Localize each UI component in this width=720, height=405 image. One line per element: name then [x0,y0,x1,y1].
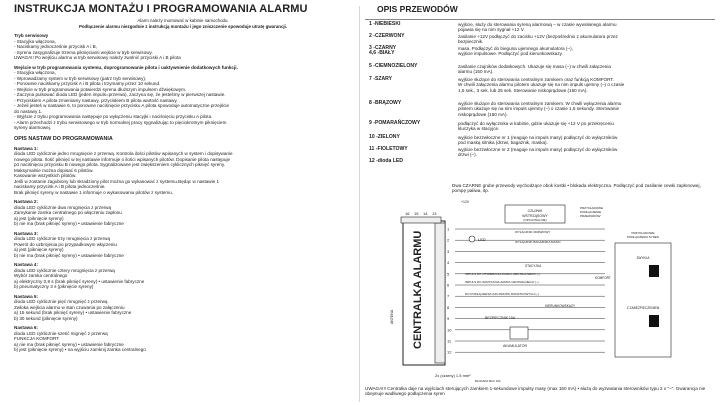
ignition-label: STACYJKA [525,264,542,268]
siren-title: PRZYKŁADOWE [631,231,655,235]
wire-description-line: W chwili załączenia alarmu pilotem ukazuje się na nim impuls ujemny (–) o czasie [458,82,625,88]
service-lines-line: UWAGA!! Po wejściu alarmu w tryb serwisowy należy zwolnić przyciski A i B pilota [14,55,181,61]
n5-lines-line: dioda LED cyklicznie pięć mrugnięć z przerwą [14,299,108,305]
service-lines-line: - Naciskamy jednocześnie przycisk A i B, [14,44,97,50]
wire-description-line: wyjście służące do sterowania centralnym zamkiem oraz funkcją KOMFORT. [458,77,614,82]
connection-example-label: PRZYKŁADOWE [580,206,604,210]
pilot-lines-line: - Alarm przechodzi z trybu serwisowego w tryb normalnej pracy sygnalizując to pięciokrotnym piknięciem [14,119,227,125]
siren-title-2: PODŁĄCZENIA SYREN [626,235,660,239]
right-pin-number: 7 [447,293,450,299]
setting-6-lines [14,331,352,353]
n2-lines-line: dioda LED cyklicznie dwa mrugnięcia z przerwą [14,204,112,210]
right-pin-number: 3 [447,248,450,254]
right-pin-number: 2 [447,237,450,243]
wire-row [365,101,715,117]
wire-description [458,135,715,146]
service-mode-section [14,33,352,61]
wire-description-line: wyjście bezzwłoczne nr 1 (reaguje na impuls masy) podłączyć do wyłączników [458,135,618,140]
n2-lines-line: a) jest (piknięcie syreny) [14,215,64,221]
service-lines-line: - Stacyjka włączona, [14,38,56,44]
setting-1-title: Nastawa 1: [14,145,39,151]
wire-description-line: masa. Podłączyć do bieguna ujemnego akumulatora (–), [458,46,573,51]
wire-lines [455,229,605,352]
shock-sensor-label-3: (OPCJONALNIE) [523,218,547,222]
wire-description-line: bezpiecznik. [458,39,484,45]
wire-description-line: zasilanie czujników dodatkowych. Ukazuje się masa (–) w chwili załączenia [458,64,611,69]
n2-lines-line: b) nie ma (brak piknięć syreny) • ustawienie fabryczne [14,221,124,227]
siren-plain-icon [649,265,659,277]
battery-label: AKUMULATOR [503,344,527,348]
n1-lines-line: Maksymalnie można dopisać 6 pilotów. [14,167,94,173]
n3-lines-line: a) jest (piknięcie syreny) [14,247,64,253]
setting-4-title: Nastawa 4: [14,262,39,268]
n3-lines-line: dioda LED cyklicznie trzy mrugnięcia z przerwą [14,236,110,242]
n1-lines-line: nowego pilota. Ilość piknięć w tej nastawie informuje o ilości wpisanych pilotów. Dopisanie pilota następuje [14,156,231,162]
setting-2 [14,199,352,227]
wire-description-line: pojawia się na nim sygnał +12 V. [458,27,525,33]
setting-5-lines [14,299,352,321]
wire-description [458,77,715,93]
n3-lines-line: Powrót do uzbrojenia po przypadkowym włączeniu [14,241,117,247]
wire-description [458,46,715,57]
wire-description-line: pilotem ukazuje się na nim impuls ujemny (–) o czasie 1,5 sekundy. Sterowanie [458,106,620,112]
wire-label: 2 -CZERWONY [369,33,405,39]
n1-lines-line: Kasowanie wszystkich pilotów. [14,173,77,179]
n1-lines-line: dioda LED cyklicznie jedno mrugnięcie z przerwą. Kontrola ilości pilotów wpisanych w system i dopisywanie [14,151,233,157]
n1-lines-line: Jeśli w zostanie zagubiony lub skradziony pilot można go wykasować z systemu.Będąc w nastawie 1 [14,178,220,184]
connection-example-label-2: PODŁĄCZENIE [580,210,602,214]
setting-1-lines [14,151,352,195]
boot-switch-label: WYŁĄCZNIK BAGAŻNIKA MASKI [515,240,561,244]
shock-sensor-label-2: WSTRZĄSOWY [522,214,548,218]
wire-label: 11 -FIOLETOWY [369,146,408,152]
wire-description-line: pod maską silnika (drzwi, bagażnik, maska). [458,140,548,146]
pilot-lines-line: - Wejście w tryb programowania potwierdzi syrena dłuższym impulsem dźwiękowym. [14,86,187,92]
pilot-lines-line: - Wprowadzamy system w tryb serwisowy (patrz tryb serwisowy), [14,75,147,81]
wire-description [458,34,715,45]
control-unit-label: CENTRALKA ALARMU [412,230,424,349]
wire-description [458,64,715,75]
wire-row [365,77,715,93]
wire-description [458,121,715,132]
wire-description-line: podłączyć do wyłącznika w kabinie, gdzie ukazuje się +12 V po przekręceniu [458,121,614,126]
warning-footer: UWAGA!!! Centralka daje na wyjściach sterujących zamkiem 1-sekundowe impulsy masy (max 150 mA) • służą do wyzwalania sterowników typu 2 x "–". Gwarancja nie obejmuje wadliwego podłączenia syren [365,386,706,397]
setting-3 [14,231,352,259]
setting-2-title: Nastawa 2: [14,199,39,205]
wire-label: 1 -NIEBIESKI [369,21,401,27]
wire-row [365,46,715,57]
wire-label: 12 -dioda LED [369,158,403,164]
top-pin-number: 15 [414,211,419,216]
setting-4 [14,262,352,290]
n4-lines-line: b) pneumatyczny 3 s (piknięcie syreny) [14,284,94,290]
n5-lines-line: Zwłoka wejścia alarmu w stan czuwania po załączeniu [14,304,125,310]
wire-description [458,22,715,33]
left-column [14,3,352,353]
shock-sensor-label: CZUJNIK [527,209,543,213]
pilot-lines-line: - Przyciskiem A pilota zmieniamy nastawy, przyciskiem B pilota wartość nastawy. [14,97,178,103]
pilot-lines-line: syreny alarmowej. [14,125,52,131]
pilot-section-lines [14,70,352,131]
n5-lines-line: b) 30 sekund (piknięcie syreny) [14,315,78,321]
setting-6 [14,325,352,353]
service-lines-line: - Syrena zasygnalizuje trzema piknięciami wejście w tryb serwisowy. [14,49,153,55]
connector-block [435,223,445,363]
intro-line-1: Alarm należy montować w kabinie samochodu. [137,18,229,23]
wire-row [365,135,715,146]
programming-title: OPIS NASTAW DO PROGRAMOWANIA [14,135,113,142]
wire-row [365,22,715,33]
right-pin-number: 5 [447,271,450,277]
pilot-lines-line: - Ponownie naciskamy przycisk A i B pilota i trzymamy przez 10 sekund. [14,81,161,87]
pilot-section-title: Wejście w tryb programowania systemu, doprogramowanie pilota i uaktywnienie dodatkowych funkcji. [14,64,238,70]
indicators-label: KIERUNKOWSKAZY [545,304,576,308]
immobilizer-label: BLOKADA MAX 10A [475,379,501,383]
n4-lines-line: Wybór zamka centralnego [14,273,68,279]
led-label: LED [478,237,486,242]
right-pin-number: 11 [447,338,452,344]
battery-icon [510,327,528,339]
pilot-lines-line: - Wyjście z trybu programowania następuje po wyłączeniu stacyjki i naciśnięciu przycisku A pilota. [14,114,213,120]
wire-label: 5 -CIEMNOZIELONY [369,63,418,69]
top-pin-number: 14 [423,211,428,216]
connector-top [401,217,441,223]
wire-description-line: wyjście, służy do sterowania syreną alarmową – w czasie wywołanego alarmu [458,22,617,27]
pilot-lines-line: - Stacyjka włączona, [14,70,56,76]
wire-description-line: wyjście bezzwłoczne nr 2 (reaguje na impuls masy) podłączyć do wyłączników [458,147,618,152]
service-mode-title: Tryb serwisowy [14,33,49,39]
wire-description-line: wyjście służące do sterowania centralnym zamkiem. W chwili wyłączenia alarmu [458,101,622,106]
top-pin-number: 16 [405,211,410,216]
black-wires-label: 2x (czarny) 1,5 mm² [435,373,471,378]
pilot-section [14,65,352,131]
intro [14,18,352,29]
wiring-diagram [375,199,715,385]
wire-description-line: zasilanie +12V podłączyć do zacisku +12V (bezpośrednio z akumulatora przez [458,34,618,39]
right-pin-number: 1 [447,226,450,232]
wires-title-rule [365,19,715,20]
n4-lines-line: a) elektryczny 0,8 s (brak piknięć syreny) • ustawienie fabryczne [14,278,145,284]
lock-impulse-label: IMPULS DO ZAMYKANIA ZAMKA CENTRALNEGO (–) [465,280,539,284]
setting-3-lines [14,236,352,258]
n3-lines-line: b) nie ma (brak piknięć syreny) • ustawienie fabryczne [14,252,124,258]
wire-label: 9 -POMARAŃCZOWY [369,120,421,126]
fuse-label: BEZPIECZNIK 15A [485,316,516,320]
black-wires-note: Dwa CZARNE grube przewody wychodzące obok kostki • blokada elektryczna. Podłączyć pod zasilanie cewki zapłonowej, pompę paliwa, itp. [452,183,701,194]
right-pin-number: 6 [447,282,450,288]
right-pin-number: 9 [447,316,450,322]
pilot-lines-line: - Zaczyna pulsować dioda LED (jeden impuls=przerwa), zaczyna się, że jesteśmy w pierwszej nastawie. [14,92,226,98]
right-pin-labels [447,227,452,355]
pilot-lines-line: - Jeżeli jesteś w nastawie 6, to ponowne naciśnięcie przycisku A pilota spowoduje automatyczne przejście [14,103,229,109]
wire-description-line: 1,5 sek., 3 sek. lub 25 sek. Sterowanie niskoprądowe (150 mA). [458,87,588,93]
door-switch-label: WYŁĄCZNIK DRZWIOWY [515,230,551,234]
n1-lines-line: Brak piknięć syreny w nastawie 1 informuje o wykasowaniu pilotów z systemu. [14,189,174,195]
wire-row [365,64,715,75]
pilot-lines-line: do nastawy 1. [14,108,43,114]
n6-lines-line: b) jest (piknięcie syreny) • na wyjściu zamknij zamka centralnego [14,347,146,353]
siren-secured-icon [649,315,659,327]
right-pin-number: 4 [447,260,450,266]
page-title: INSTRUKCJA MONTAŻU I PROGRAMOWANIA ALARMU [14,3,308,15]
right-column [365,4,715,397]
antenna-label: ANTENA [390,309,394,324]
setting-2-lines [14,205,352,227]
wire-description [458,147,715,158]
siren-secured-label: Z ZABEZPIECZENIEM [626,306,660,310]
siren-plain-label: ZWYKŁA [636,256,650,260]
setting-1 [14,146,352,196]
wire-description-line: alarmu (150 mA). [458,69,494,75]
wires-title: OPIS PRZEWODÓW [377,4,458,14]
setting-5-title: Nastawa 5: [14,293,39,299]
led-icon [469,236,475,242]
wire-description-line: kluczyka w stacyjce. [458,126,500,132]
wire-description-line: drzwi (–). [458,152,477,158]
connection-example-label-3: PRZEWODÓW [580,214,601,218]
setting-4-lines [14,268,352,290]
wire-description [458,101,715,117]
n6-lines-line: FUNKCJA KOMFORT [14,336,60,342]
wire-row [365,34,715,45]
service-mode-lines [14,39,352,61]
top-pin-number: 13 [432,211,437,216]
setting-3-title: Nastawa 3: [14,230,39,236]
wire-row [365,147,715,158]
wire-label: 7 -SZARY [369,76,393,82]
setting-6-title: Nastawa 6: [14,325,39,331]
wire-label: 10 -ZIELONY [369,134,400,140]
wire-label: 3 -CZARNY 4,6 -BIAŁY [369,45,397,57]
siren-panel [615,243,671,357]
n2-lines-line: Zamykanie zamka centralnego po włączeniu zapłonu [14,210,122,216]
wire-description-line: niskoprądowe (150 mA). [458,111,508,117]
right-pin-number: 10 [447,327,452,333]
comfort-label: KOMFORT [595,276,611,280]
n5-lines-line: a) 15 sekund (brak piknięć syreny) • ustawienie fabryczne [14,310,132,316]
column-divider [359,6,360,402]
unlock-impulse-label: IMPULS DO OTWIERANIA ZAMKA CENTRALNEGO (–) [465,272,541,276]
n4-lines-line: dioda LED cyklicznie cztery mrugnięcia z przerwą [14,267,115,273]
plus12-top: +12V [461,200,470,204]
n6-lines-line: a) nie ma (brak piknięć syreny) • ustawienie fabryczne [14,341,124,347]
extra-sensors-label: DO PODŁĄCZENIA CZUJNIKÓW DODATKOWYCH (–) [465,292,540,296]
right-pin-number: 12 [447,349,452,355]
right-pin-number: 8 [447,304,450,310]
n1-lines-line: po naciśnięciu przycisku B nowego pilota. Sygnalizowane jest zwiększeniem cyklicznych piknięć syreny. [14,162,226,168]
setting-5 [14,294,352,322]
intro-line-2: Podłączenie alarmu niezgodnie z instrukcją montażu i jego zniszczenie spowoduje utratę gwarancji. [78,23,288,29]
top-pin-labels [405,211,437,216]
wire-label: 8 -BRĄZOWY [369,100,402,106]
n1-lines-line: naciskamy przycisk A i B pilota jednocześnie. [14,184,106,190]
wire-row [365,121,715,132]
n6-lines-line: dioda LED cyklicznie sześć mignięć z przerwą [14,330,108,336]
wire-description-line: wyjście impulsowe. Podłączyć pod kierunkowskazy. [458,51,563,57]
